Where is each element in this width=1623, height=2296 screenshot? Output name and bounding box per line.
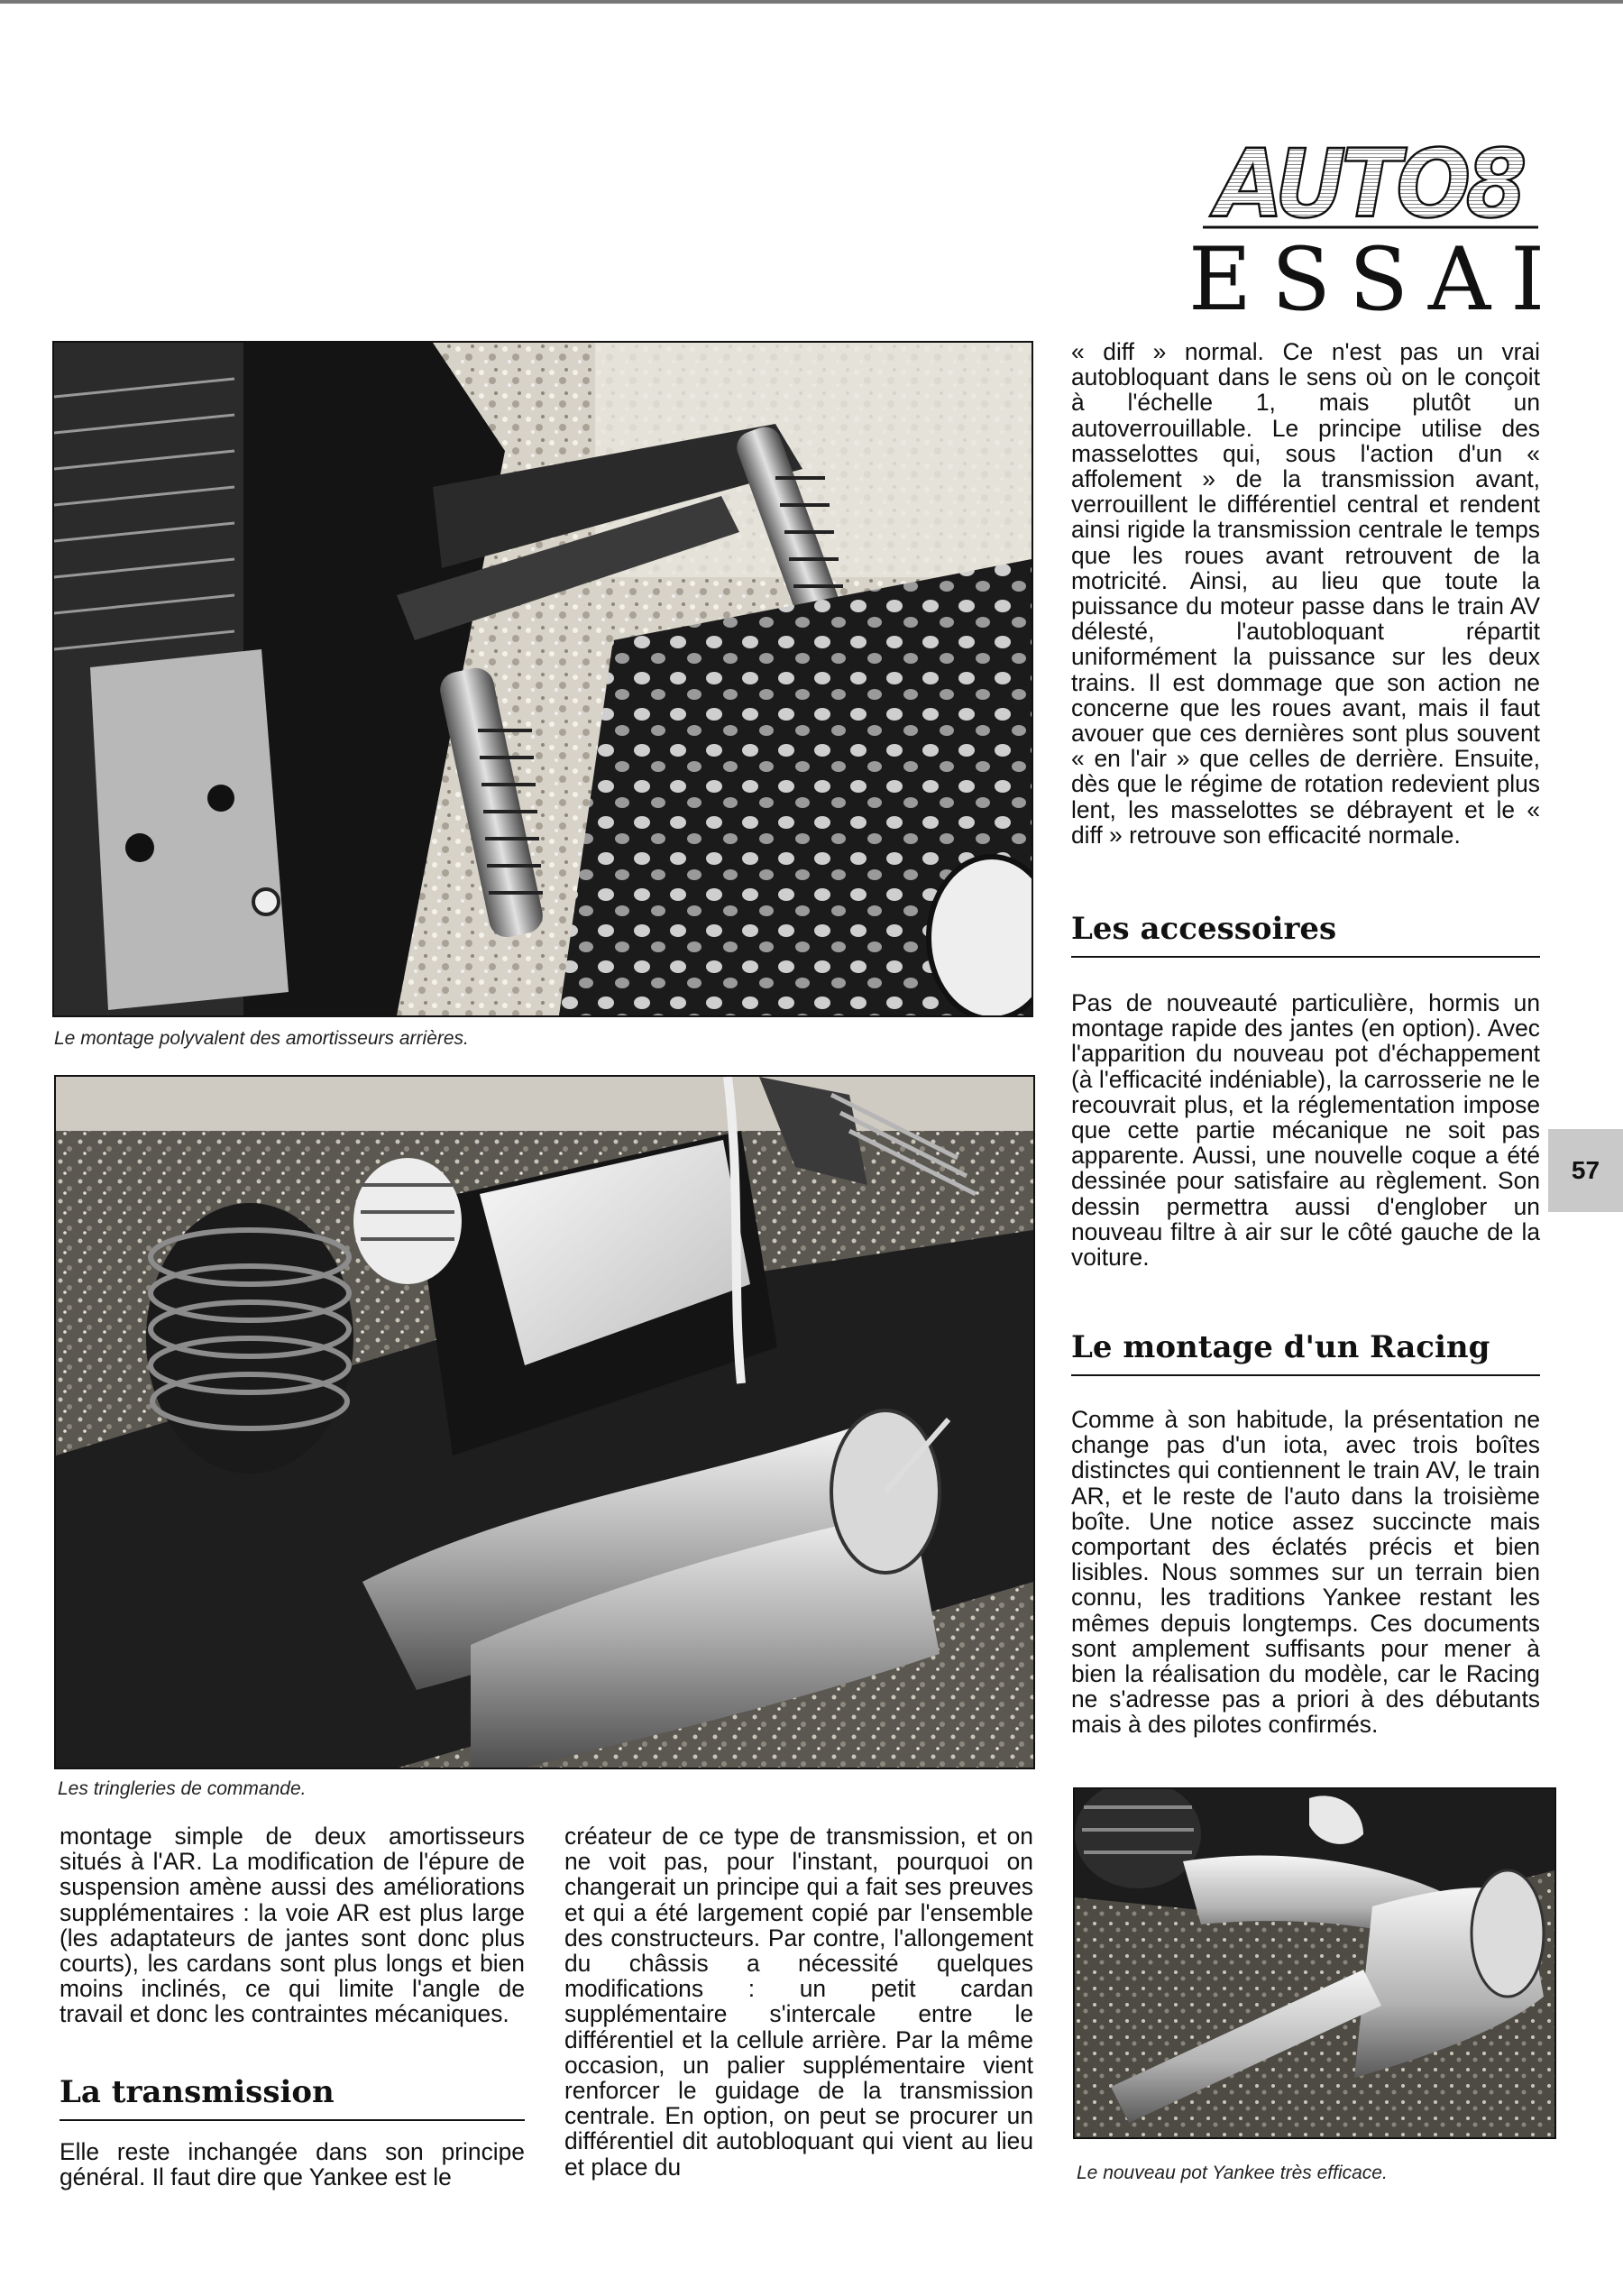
caption-photo1: Le montage polyvalent des amortisseurs arrières. [54,1028,469,1049]
text-right-intro [1071,339,1540,848]
section-title: ESSAI [1188,229,1565,330]
paragraph-suspension: montage simple de deux amortisseurs situés à l'AR. La modification de l'épure de suspension amène aussi des améliorations supplémentaires : la voie AR est plus large (les adaptateurs de jantes sont donc plus courts), les cardans sont plus longs et bien moins inclinés, ce qui limite l'angle de travail et donc les contraintes mécaniques. [60,1823,525,2028]
text-middle-column [564,1823,1033,2180]
paragraph-autobloquant: « diff » normal. Ce n'est pas un vrai autobloquant dans le sens où on le conçoit à l'échelle 1, mais plutôt un autoverrouillable. Le principe utilise des masselottes qui, sous l'action d'un « affolement » de la transmission avant, verrouillent le différentiel central et rendent ainsi rigide la transmission centrale le temps que les roues avant retrouvent de la motricité. Ainsi, au lieu que toute la puissance du moteur passe dans le train AV délesté, l'autobloquant répartit uniformément la puissance sur les deux trains. Il est dommage que son action ne concerne que les roues avant, mais il faut avouer que ces dernières sont plus souvent « en l'air » que celles de derrière. Ensuite, dès que le régime de rotation redevient plus lent, les masselottes se débrayent et le « diff » retrouve son efficacité normale. [1071,338,1540,849]
text-transmission [60,2139,525,2190]
page-number-tab [1548,1129,1623,1212]
svg-text:AUTO8: AUTO8 [1209,129,1525,233]
paragraph-transmission-cont: créateur de ce type de transmission, et on ne voit pas, pour l'instant, pourquoi on changerait un principe qui a fait ses preuves et qui a été largement copié par l'ensemble des constructeurs. Par contre, l'allongement du châssis a nécessité quelques modifications : un petit cardan supplémentaire s'intercale entre le différentiel et la cellule arrière. Par la même occasion, un palier supplémentaire vient renforcer le guidage de la transmission centrale. En option, on peut se procurer un différentiel dit autobloquant qui vient au lieu et place du [564,1823,1033,2181]
paragraph-montage: Comme à son habitude, la présentation ne change pas d'un iota, avec trois boîtes distinctes qui contiennent le train AV, le train AR, et le reste de l'auto dans la troisième boîte. Une notice assez succincte mais comportant des éclatés précis et bien lisibles. Nous sommes sur un terrain bien connu, les traditions Yankee restant les mêmes depuis longtemps. Ces documents sont amplement suffisants pour mener à bien la réalisation du modèle, car le Racing ne s'adresse pas a priori à des débutants mais à des pilotes confirmés. [1071,1406,1540,1739]
page-number: 57 [1571,1156,1600,1184]
heading-accessoires: Les accessoires [1071,911,1540,958]
paragraph-accessoires: Pas de nouveauté particulière, hormis un montage rapide des jantes (en option). Avec l'apparition du nouveau pot d'échappement (à l'efficacité indéniable), la carrosserie ne le recouvrait plus, et la réglementation impose que cette partie mécanique ne soit pas apparente. Aussi, une nouvelle coque a été dessinée pour satisfaire au règlement. Son dessin permettra aussi d'englober un nouveau filtre à air sur le côté gauche de la voiture. [1071,989,1540,1272]
paragraph-transmission: Elle reste inchangée dans son principe général. Il faut dire que Yankee est le [60,2138,525,2191]
caption-photo3: Le nouveau pot Yankee très efficace. [1077,2163,1388,2183]
scan-top-edge [0,0,1623,4]
photo-exhaust-pipe [1073,1787,1556,2139]
text-accessoires [1071,990,1540,1270]
text-montage-racing [1071,1407,1540,1738]
photo-rear-shocks [52,341,1033,1017]
photo-control-linkage [54,1075,1035,1769]
caption-photo2: Les tringleries de commande. [58,1778,307,1799]
auto8-logo [1199,128,1542,233]
heading-montage-racing: Le montage d'un Racing [1071,1329,1540,1376]
text-left-column [60,1823,525,2027]
heading-transmission: La transmission [60,2074,525,2121]
